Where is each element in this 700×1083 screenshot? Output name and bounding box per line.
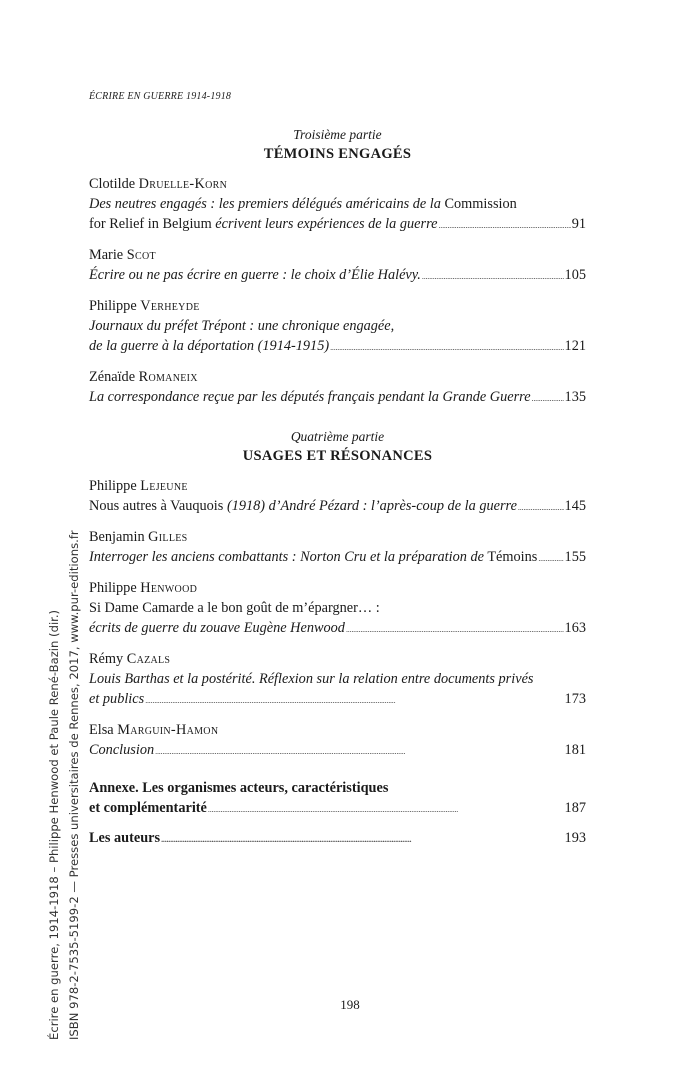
author-last-name: Cazals	[126, 651, 171, 667]
entry-title-line	[89, 194, 586, 214]
annexe-title: et complémentarité	[89, 800, 207, 816]
entry-title-italic: Des neutres engagés : les premiers délégués américains de la	[89, 196, 441, 212]
entry-author	[89, 174, 586, 194]
entry-title-line	[89, 496, 586, 518]
entry-title-line	[89, 214, 586, 236]
entry-author	[89, 649, 586, 669]
entry-title-line	[89, 316, 586, 336]
toc-entry	[89, 296, 586, 358]
page-folio: 198	[340, 997, 360, 1012]
page-number: 193	[564, 830, 586, 846]
entry-title-italic: La correspondance reçue par les députés français pendant la Grande Guerre	[89, 389, 531, 405]
dot-leader	[161, 828, 563, 850]
author-first-name: Zénaïde	[89, 369, 136, 385]
author-first-name: Elsa	[89, 722, 114, 738]
author-first-name: Benjamin	[89, 529, 145, 545]
toc-auteurs	[89, 828, 586, 850]
page-number: 135	[564, 389, 586, 405]
entry-title-line	[89, 265, 586, 287]
page-number: 163	[564, 620, 586, 636]
toc-entry	[89, 245, 586, 287]
entry-title-italic: de la guerre à la déportation (1914-1915)	[89, 338, 330, 354]
toc-entry	[89, 720, 586, 762]
page-number: 181	[564, 742, 586, 758]
page-number: 173	[564, 691, 586, 707]
entry-title-line	[89, 669, 586, 689]
side-credit	[44, 530, 84, 1040]
toc-entry	[89, 578, 586, 640]
entry-title-line	[89, 387, 586, 409]
entry-title-roman: Témoins	[487, 549, 538, 565]
entry-title-italic: (1918) d’André Pézard : l’après-coup de la guerre	[226, 498, 517, 514]
entry-title-line	[89, 598, 586, 618]
page-number: 187	[564, 800, 586, 816]
author-last-name: Verheyde	[140, 298, 200, 314]
author-first-name: Marie	[89, 247, 124, 263]
entry-title-line	[89, 740, 586, 762]
page-number: 105	[564, 267, 586, 283]
entry-title-italic: écrivent leurs expériences de la guerre	[215, 216, 438, 232]
dot-leader	[518, 496, 564, 518]
part-4-title: USAGES ET RÉSONANCES	[242, 448, 433, 464]
dot-leader	[346, 618, 564, 640]
dot-leader	[208, 798, 564, 820]
entry-title-italic: Louis Barthas et la postérité. Réflexion sur la relation entre documents privés	[89, 671, 534, 687]
page-number: 145	[564, 498, 586, 514]
dot-leader	[155, 740, 563, 762]
running-head: ÉCRIRE EN GUERRE 1914-1918	[89, 91, 232, 102]
dot-leader	[422, 265, 564, 287]
entry-title-italic: Journaux du préfet Trépont : une chronique engagée,	[89, 318, 395, 334]
part-3-label: Troisième partie	[293, 127, 382, 142]
dot-leader	[330, 336, 563, 358]
page-number: 121	[564, 338, 586, 354]
toc-annexe	[89, 778, 586, 820]
author-first-name: Philippe	[89, 298, 137, 314]
credit-line-2: ISBN 978-2-7535-5199-2 — Presses universitaires de Rennes, 2017, www.pur-editions.fr	[67, 530, 81, 1040]
author-first-name: Clotilde	[89, 176, 136, 192]
entry-title-italic: Écrire ou ne pas écrire en guerre : le choix d’Élie Halévy.	[89, 267, 421, 283]
entry-title-line	[89, 547, 586, 569]
entry-author	[89, 720, 586, 740]
table-of-contents	[89, 126, 586, 850]
toc-entry	[89, 527, 586, 569]
entry-author	[89, 476, 586, 496]
toc-entry	[89, 476, 586, 518]
dot-leader	[538, 547, 563, 569]
author-first-name: Philippe	[89, 580, 137, 596]
auteurs-line	[89, 828, 586, 850]
author-last-name: Scot	[126, 247, 156, 263]
entry-author	[89, 296, 586, 316]
entry-title-roman: Si Dame Camarde a le bon goût de m’épargner… :	[89, 600, 380, 616]
part-4-label: Quatrième partie	[290, 429, 385, 444]
entry-title-roman: Commission	[444, 196, 517, 212]
annexe-title-line: Annexe. Les organismes acteurs, caractéristiques	[89, 780, 389, 796]
author-last-name: Marguin-Hamon	[117, 722, 219, 738]
author-last-name: Lejeune	[140, 478, 188, 494]
dot-leader	[532, 387, 564, 409]
entry-author	[89, 367, 586, 387]
entry-author	[89, 527, 586, 547]
toc-entry	[89, 649, 586, 711]
toc-entry	[89, 367, 586, 409]
dot-leader	[438, 214, 570, 236]
entry-title-italic: écrits de guerre du zouave Eugène Henwood	[89, 620, 345, 636]
author-last-name: Druelle-Korn	[138, 176, 228, 192]
dot-leader	[145, 689, 563, 711]
author-first-name: Philippe	[89, 478, 137, 494]
entry-title-line	[89, 689, 586, 711]
entry-title-italic: Conclusion	[89, 742, 155, 758]
toc-entry	[89, 174, 586, 236]
annexe-title-line	[89, 798, 586, 820]
entry-title-italic: Interroger les anciens combattants : Norton Cru et la préparation de	[89, 549, 484, 565]
entry-title-line	[89, 618, 586, 640]
author-last-name: Romaneix	[138, 369, 198, 385]
entry-title-italic: et publics	[89, 691, 145, 707]
author-last-name: Henwood	[140, 580, 198, 596]
entry-title-line	[89, 336, 586, 358]
author-first-name: Rémy	[89, 651, 124, 667]
page-number: 155	[564, 549, 586, 565]
credit-line-1: Écrire en guerre, 1914-1918 – Philippe Henwood et Paule René-Bazin (dir.)	[47, 609, 61, 1040]
entry-title-roman: for Relief in Belgium	[89, 216, 212, 232]
entry-title-roman: Nous autres à Vauquois	[89, 498, 224, 514]
auteurs-title: Les auteurs	[89, 830, 161, 846]
part-3-title: TÉMOINS ENGAGÉS	[263, 146, 412, 162]
entry-author	[89, 245, 586, 265]
entry-author	[89, 578, 586, 598]
page-number: 91	[571, 216, 586, 232]
author-last-name: Gilles	[148, 529, 188, 545]
